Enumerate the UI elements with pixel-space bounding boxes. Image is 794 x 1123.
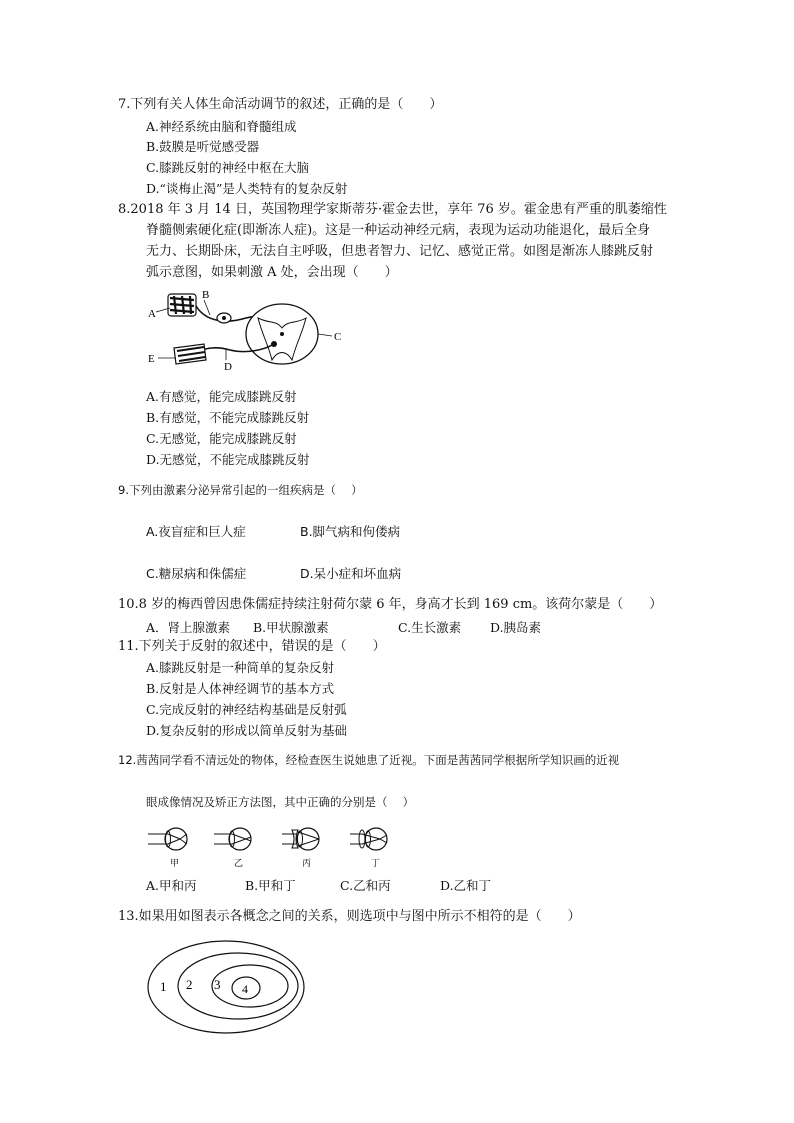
q7-option-b: B.鼓膜是听觉感受器 xyxy=(146,139,260,154)
q11-stem: 11.下列关于反射的叙述中，错误的是（ ） xyxy=(118,639,386,654)
q7-option-a: A.神经系统由脑和脊髓组成 xyxy=(146,119,297,134)
reflex-arc-figure xyxy=(146,288,346,373)
q8-option-c: C.无感觉，能完成膝跳反射 xyxy=(146,431,297,446)
ellipse-2 xyxy=(178,953,298,1019)
label-d: D xyxy=(224,361,232,373)
q8-stem-line-2: 脊髓侧索硬化症(即渐冻人症)。这是一种运动神经元病，表现为运动功能退化，最后全身 xyxy=(146,223,651,238)
q9-option-a: A.夜盲症和巨人症 xyxy=(146,524,246,539)
q11-option-b: B.反射是人体神经调节的基本方式 xyxy=(146,681,335,696)
q12-option-b: B.甲和丁 xyxy=(245,878,296,893)
q8-option-a: A.有感觉，能完成膝跳反射 xyxy=(146,389,297,404)
q10-option-b: B.甲状腺激素 xyxy=(253,620,329,635)
eye-diagram-yi xyxy=(214,828,251,868)
ellipse-1 xyxy=(148,941,304,1033)
label-1: 1 xyxy=(160,979,167,994)
q7-option-c: C.膝跳反射的神经中枢在大脑 xyxy=(146,160,310,175)
q8-stem-line-4: 弧示意图，如果刺激 A 处，会出现（ ） xyxy=(146,265,398,280)
q11-option-d: D.复杂反射的形成以简单反射为基础 xyxy=(146,723,348,738)
q8-option-b: B.有感觉，不能完成膝跳反射 xyxy=(146,410,310,425)
q10-option-a: A．肾上腺激素 xyxy=(146,620,231,635)
label-2: 2 xyxy=(186,977,193,992)
q9-option-d: D.呆小症和坏血病 xyxy=(300,566,402,581)
eye-diagram-bing xyxy=(282,828,319,868)
label-a: A xyxy=(148,308,156,320)
label-c: C xyxy=(334,331,342,343)
q9-option-c: C.糖尿病和侏儒症 xyxy=(146,566,247,581)
label-jia: 甲 xyxy=(170,858,180,868)
q12-option-a: A.甲和丙 xyxy=(146,878,197,893)
label-e: E xyxy=(148,353,155,365)
q10-option-c: C.生长激素 xyxy=(398,620,462,635)
eye-diagram-jia xyxy=(148,828,187,868)
q12-option-d: D.乙和丁 xyxy=(440,878,492,893)
q11-option-c: C.完成反射的神经结构基础是反射弧 xyxy=(146,702,347,717)
q12-stem-line-1: 12.茜茜同学看不清远处的物体，经检查医生说她患了近视。下面是茜茜同学根据所学知识画的近视 xyxy=(118,753,620,767)
ellipse-3 xyxy=(212,965,288,1007)
concept-nesting-figure xyxy=(146,940,306,1036)
q12-stem-line-2: 眼成像情况及矫正方法图，其中正确的分别是（ ） xyxy=(146,795,415,809)
myopia-eye-figures xyxy=(146,824,396,870)
q8-option-d: D.无感觉，不能完成膝跳反射 xyxy=(146,452,310,467)
q8-stem-line-3: 无力、长期卧床，无法自主呼吸，但患者智力、记忆、感觉正常。如图是渐冻人膝跳反射 xyxy=(146,244,654,259)
label-ding: 丁 xyxy=(371,858,381,868)
label-yi: 乙 xyxy=(234,858,244,868)
q9-stem: 9.下列由激素分泌异常引起的一组疾病是（ ） xyxy=(118,483,363,497)
eye-diagram-ding xyxy=(350,828,387,868)
q7-stem: 7.下列有关人体生命活动调节的叙述，正确的是（ ） xyxy=(118,97,443,112)
label-bing: 丙 xyxy=(302,858,312,868)
q8-stem-line-1: 8.2018 年 3 月 14 日，英国物理学家斯蒂芬·霍金去世，享年 76 岁。霍金患有严重的肌萎缩性 xyxy=(118,202,667,217)
q11-option-a: A.膝跳反射是一种简单的复杂反射 xyxy=(146,660,335,675)
q10-stem: 10.8 岁的梅西曾因患侏儒症持续注射荷尔蒙 6 年，身高才长到 169 cm。该荷尔蒙是（ ） xyxy=(118,597,663,612)
label-3: 3 xyxy=(214,977,221,992)
q7-option-d: D.“谈梅止渴”是人类特有的复杂反射 xyxy=(146,181,348,196)
label-4: 4 xyxy=(242,982,248,996)
q9-option-b: B.脚气病和佝偻病 xyxy=(300,524,401,539)
q10-option-d: D.胰岛素 xyxy=(490,620,542,635)
q12-option-c: C.乙和丙 xyxy=(340,878,391,893)
label-b: B xyxy=(202,289,210,301)
q13-stem: 13.如果用如图表示各概念之间的关系，则选项中与图中所示不相符的是（ ） xyxy=(118,909,581,924)
